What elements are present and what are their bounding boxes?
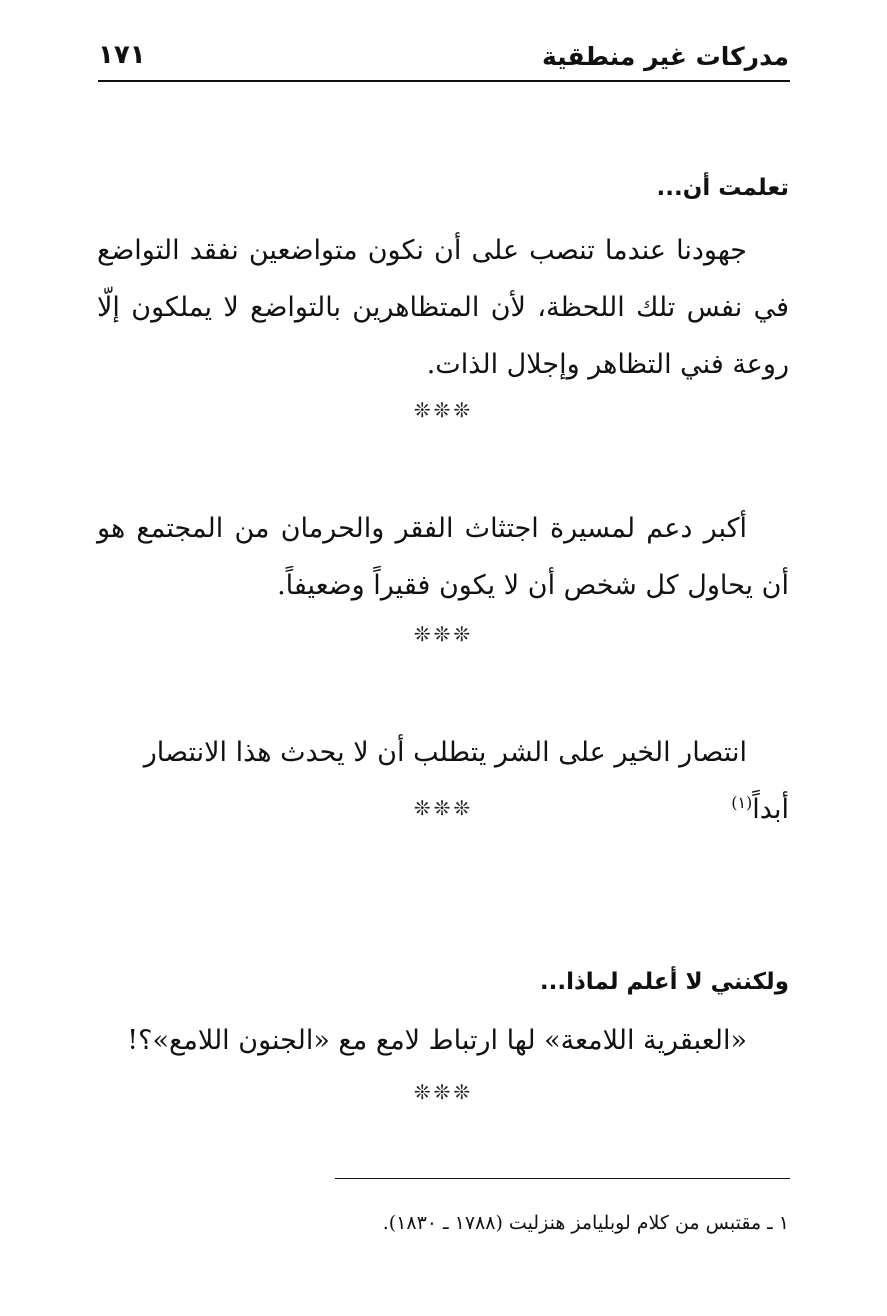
section-heading-learned: تعلمت أن... — [656, 175, 789, 201]
paragraph-good-evil — [97, 724, 789, 838]
separator-stars: ❊❊❊ — [413, 796, 474, 820]
paragraph-poverty: أكبر دعم لمسيرة اجتثاث الفقر والحرمان من المجتمع هو أن يحاول كل شخص أن لا يكون فقيراً وضعيفاً. — [97, 513, 789, 601]
footnote-rule — [335, 1178, 790, 1179]
footnote: ١ ـ مقتبس من كلام لوبليامز هنزليت (١٧٨٨ ـ ١٨٣٠). — [382, 1212, 789, 1234]
separator-stars: ❊❊❊ — [413, 398, 474, 422]
separator-stars: ❊❊❊ — [413, 622, 474, 646]
footnote-reference: (١) — [731, 793, 753, 812]
header-rule — [98, 80, 790, 82]
separator-stars: ❊❊❊ — [413, 1080, 474, 1104]
section-heading-dont-know: ولكنني لا أعلم لماذا... — [539, 969, 789, 995]
running-title: مدركات غير منطقية — [542, 42, 789, 71]
paragraph-genius: «العبقرية اللامعة» لها ارتباط لامع مع «الجنون اللامع»؟! — [127, 1025, 747, 1056]
page-number: ١٧١ — [98, 40, 146, 70]
paragraph-good-evil-text: انتصار الخير على الشر يتطلب أن لا يحدث هذا الانتصار أبداً — [143, 737, 789, 825]
paragraph-humility: جهودنا عندما تنصب على أن نكون متواضعين نفقد التواضع في نفس تلك اللحظة، لأن المتظاهرين بالتواضع لا يملكون إلّا روعة فني التظاهر وإجلال الذات. — [97, 235, 789, 380]
